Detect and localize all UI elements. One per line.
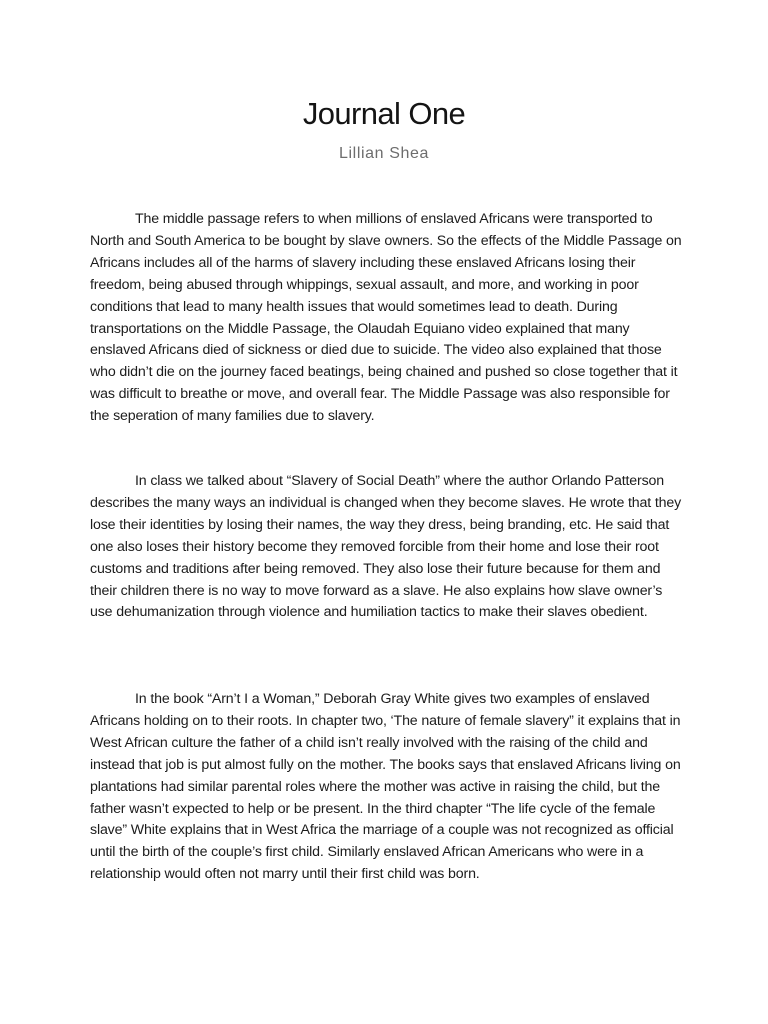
- paragraph-arnt-i-a-woman: In the book “Arn’t I a Woman,” Deborah Gray White gives two examples of enslaved Africans holding on to their roots. In chapter two, ‘The nature of female slavery” it explains that in West African culture the father of a child isn’t really involved with the raising of the child and instead that job is put almost fully on the mother. The books says that enslaved Africans living on plantations had similar parental roles where the mother was active in raising the child, but the father wasn’t expected to help or be present. In the third chapter “The life cycle of the female slave” White explains that in West Africa the marriage of a couple was not recognized as official until the birth of the couple’s first child. Similarly enslaved African Americans who were in a relationship would often not marry until their first child was born.: [90, 691, 681, 883]
- document-title: Journal One: [302, 96, 466, 131]
- document-author: Lillian Shea: [339, 145, 429, 162]
- paragraph-middle-passage: The middle passage refers to when millions of enslaved Africans were transported to North and South America to be bought by slave owners. So the effects of the Middle Passage on Africans includes all of the harms of slavery including these enslaved Africans losing their freedom, being abused through whippings, sexual assault, and more, and working in poor conditions that lead to many health issues that would sometimes lead to death. During transportations on the Middle Passage, the Olaudah Equiano video explained that many enslaved Africans died of sickness or died due to suicide. The video also explained that those who didn’t die on the journey faced beatings, being chained and pushed so close together that it was difficult to breathe or move, and overall fear. The Middle Passage was also responsible for the seperation of many families due to slavery.: [90, 211, 682, 425]
- paragraph-social-death: In class we talked about “Slavery of Social Death” where the author Orlando Patterson describes the many ways an individual is changed when they become slaves. He wrote that they lose their identities by losing their names, the way they dress, being branding, etc. He said that one also loses their history become they removed forcible from their home and lose their root customs and traditions after being removed. They also lose their future because for them and their children there is no way to move forward as a slave. He also explains how slave owner’s use dehumanization through violence and humiliation tactics to make their slaves obedient.: [90, 473, 682, 621]
